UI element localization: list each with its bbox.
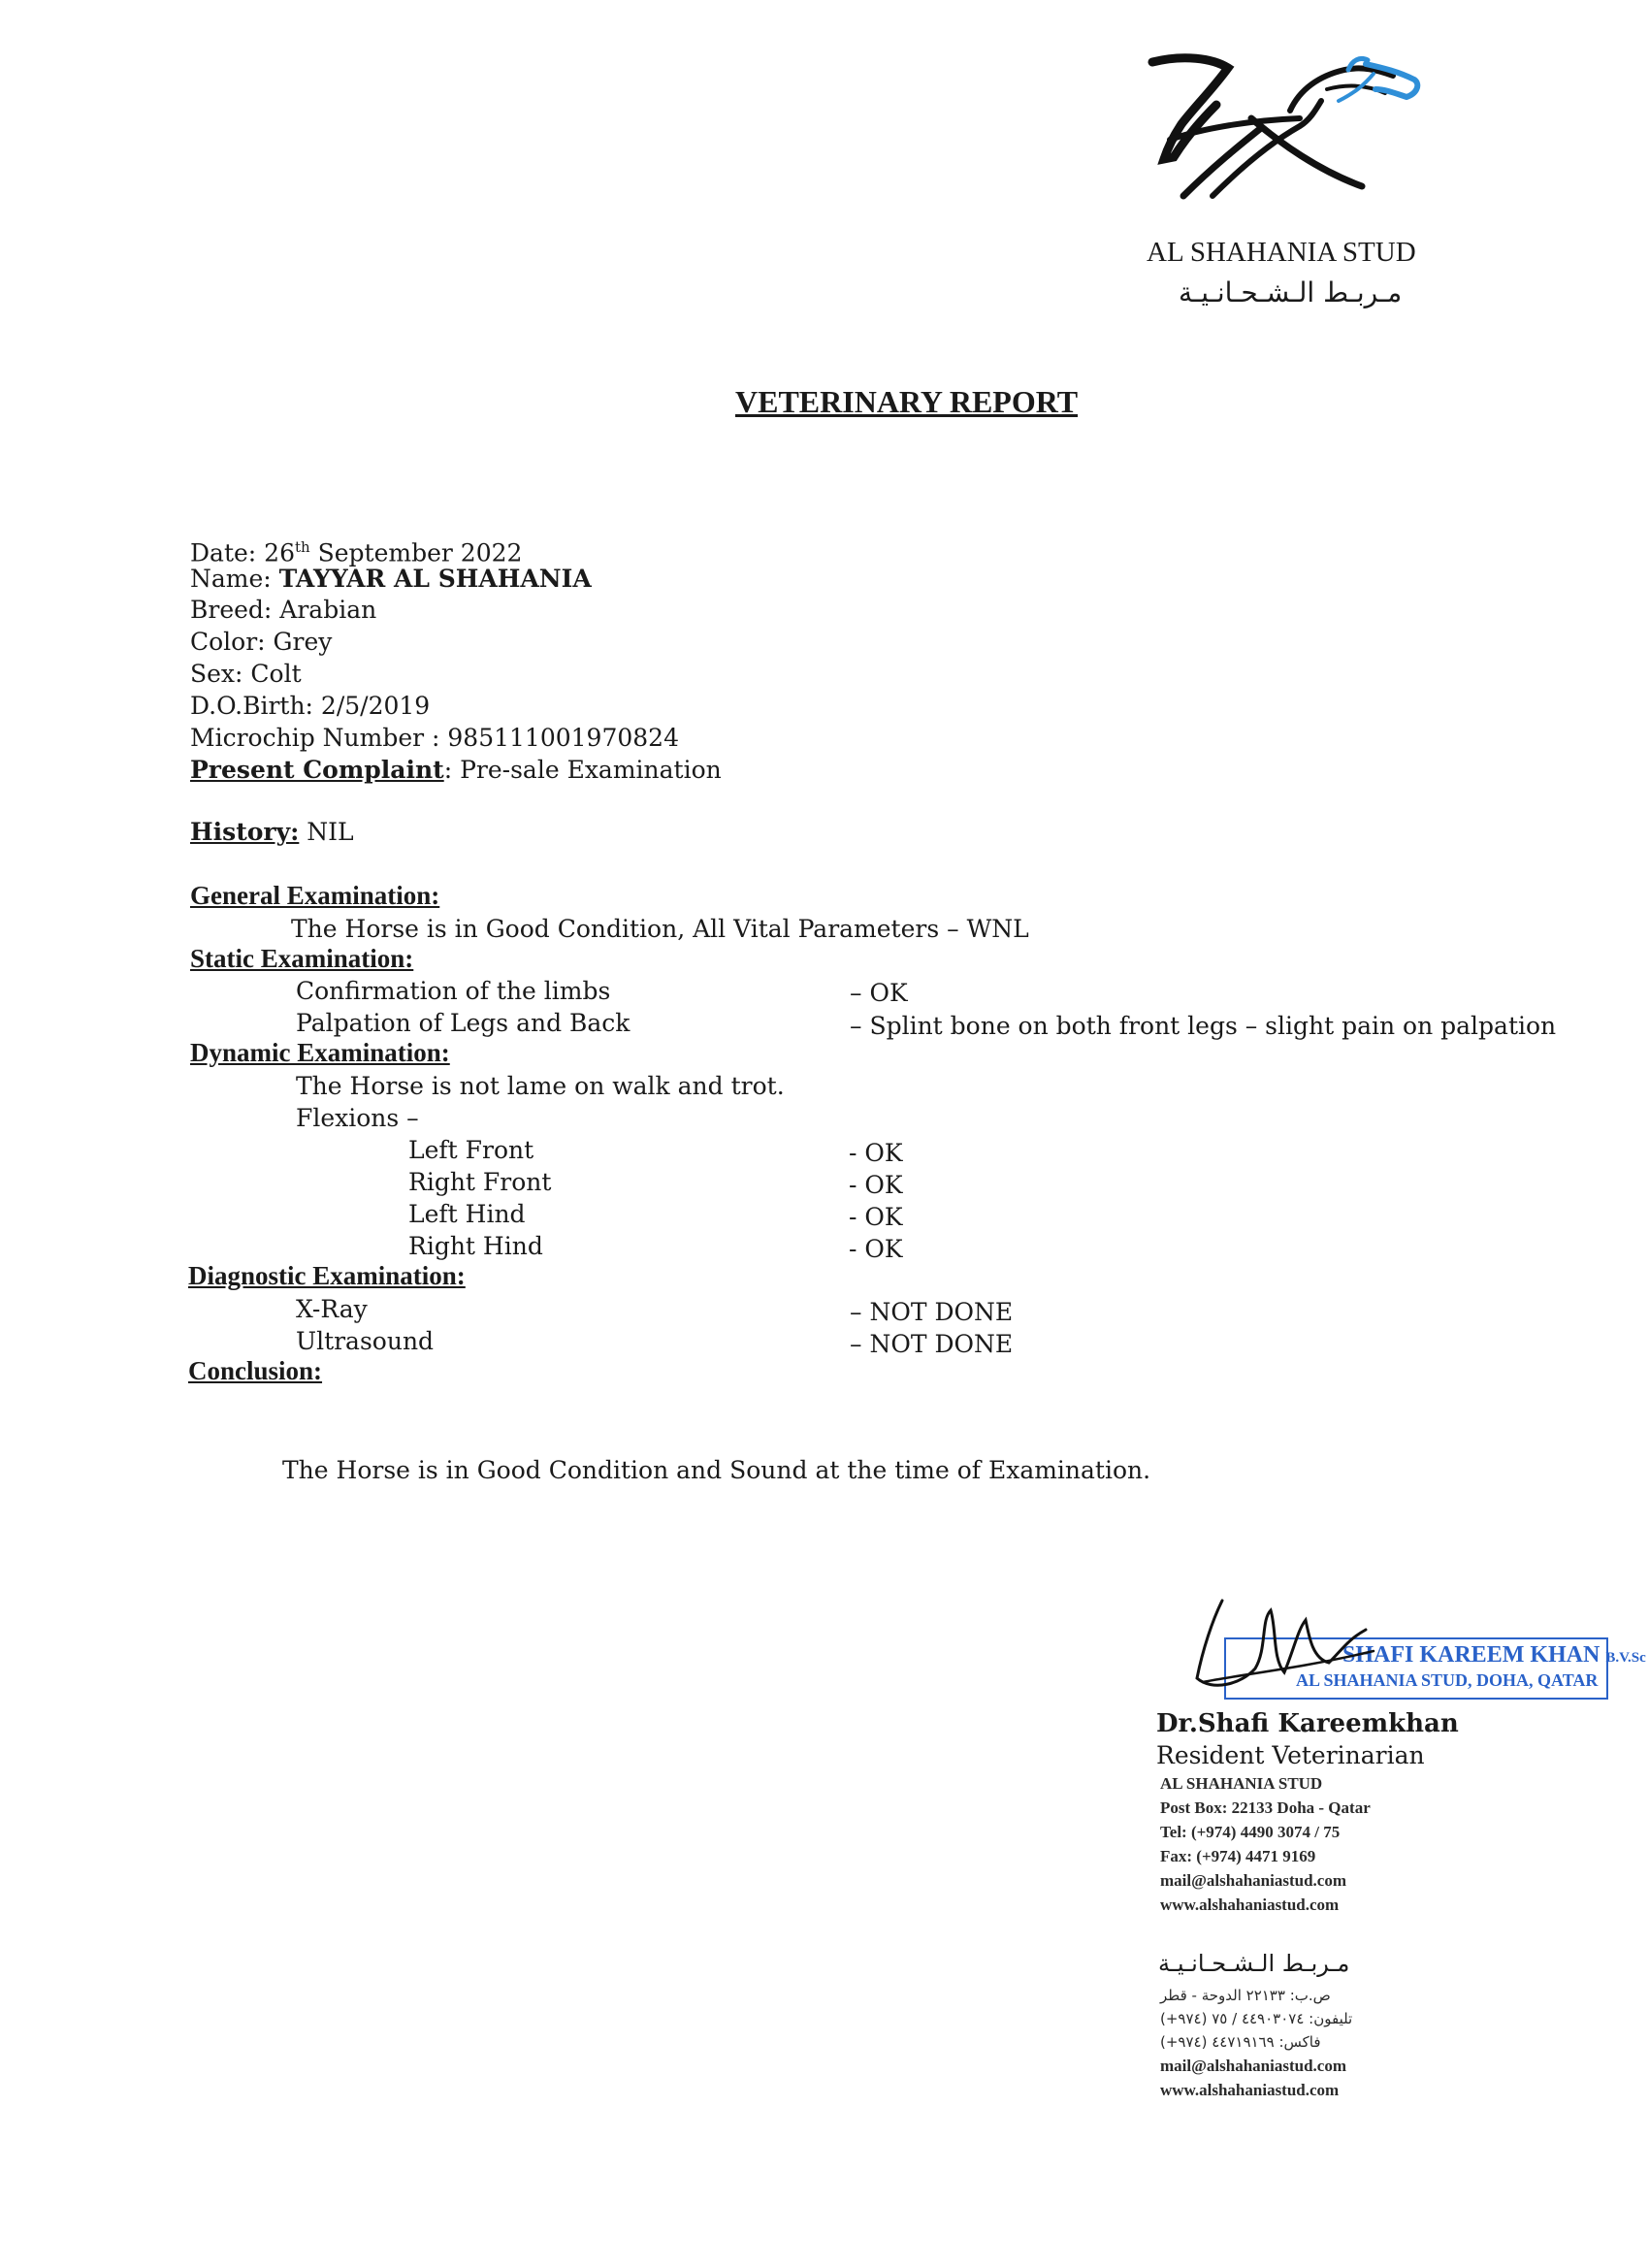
vet-title: Resident Veterinarian [1156, 1741, 1425, 1769]
stamp-degree: B.V.Sc [1605, 1650, 1646, 1666]
history-label: History: [190, 818, 300, 846]
arabic-tel: تليفون: ٤٤٩٠٣٠٧٤ / ٧٥ (٩٧٤+) [1160, 2010, 1353, 2027]
diagnostic-result: – NOT DONE [850, 1330, 1014, 1358]
general-heading: General Examination: [190, 881, 440, 910]
arabic-stud-name: مـربـط الـشـحـانـيـة [1158, 1950, 1350, 1977]
conclusion-heading: Conclusion: [188, 1356, 323, 1385]
static-item: Palpation of Legs and Back [296, 1009, 630, 1037]
complaint-value: : Pre-sale Examination [443, 756, 722, 784]
complaint-line [190, 755, 722, 786]
date-sup: th [294, 538, 310, 556]
complaint-label: Present Complaint [190, 756, 444, 784]
name-line [190, 564, 592, 595]
stamp-line-2: AL SHAHANIA STUD, DOHA, QATAR [1296, 1670, 1599, 1690]
flexions-label: Flexions – [296, 1104, 419, 1132]
stud-name-arabic: مـربـط الـشـحـانـيـة [1179, 276, 1403, 308]
date-rest: September 2022 [309, 538, 523, 567]
arabic-web: www.alshahaniastud.com [1160, 2081, 1340, 2099]
flexion-result: - OK [849, 1203, 903, 1231]
color-line: Color: Grey [190, 628, 333, 656]
flexion-item: Right Hind [408, 1232, 543, 1260]
contact-web: www.alshahaniastud.com [1160, 1895, 1340, 1914]
stamp-line-1 [1342, 1642, 1646, 1669]
static-item: Confirmation of the limbs [296, 977, 611, 1005]
history-line [190, 817, 354, 848]
static-heading: Static Examination: [190, 944, 414, 973]
diagnostic-item: X-Ray [296, 1295, 368, 1323]
breed-line: Breed: Arabian [190, 596, 377, 624]
static-result: – Splint bone on both front legs – slight pain on palpation [850, 1012, 1557, 1040]
dob-line: D.O.Birth: 2/5/2019 [190, 692, 431, 720]
flexion-item: Right Front [408, 1168, 552, 1196]
stamp-name: SHAFI KAREEM KHAN [1342, 1642, 1600, 1668]
contact-tel: Tel: (+974) 4490 3074 / 75 [1160, 1823, 1341, 1841]
contact-fax: Fax: (+974) 4471 9169 [1160, 1847, 1316, 1865]
dynamic-heading: Dynamic Examination: [190, 1038, 450, 1067]
arabic-mail: mail@alshahaniastud.com [1160, 2057, 1346, 2075]
static-result: – OK [850, 979, 908, 1007]
arabic-post: ص.ب: ٢٢١٣٣ الدوحة - قطر [1160, 1987, 1331, 2004]
stud-logo [1145, 50, 1426, 206]
conclusion-text: The Horse is in Good Condition and Sound at the time of Examination. [282, 1456, 1151, 1484]
diagnostic-result: – NOT DONE [850, 1298, 1014, 1326]
report-title: VETERINARY REPORT [735, 384, 1079, 419]
horse-name: TAYYAR AL SHAHANIA [278, 565, 592, 593]
flexion-result: - OK [849, 1139, 903, 1167]
flexion-result: - OK [849, 1171, 903, 1199]
contact-org: AL SHAHANIA STUD [1160, 1774, 1323, 1793]
diagnostic-item: Ultrasound [296, 1327, 435, 1355]
microchip-line: Microchip Number : 985111001970824 [190, 724, 679, 752]
contact-post: Post Box: 22133 Doha - Qatar [1160, 1798, 1371, 1817]
flexion-item: Left Hind [408, 1200, 526, 1228]
general-text: The Horse is in Good Condition, All Vital Parameters – WNL [291, 915, 1029, 943]
dynamic-text: The Horse is not lame on walk and trot. [296, 1072, 785, 1100]
diagnostic-heading: Diagnostic Examination: [188, 1261, 466, 1290]
contact-mail: mail@alshahaniastud.com [1160, 1871, 1346, 1890]
vet-name: Dr.Shafi Kareemkhan [1156, 1709, 1459, 1738]
arabic-fax: فاكس: ٤٤٧١٩١٦٩ (٩٧٤+) [1160, 2033, 1321, 2051]
history-value: NIL [299, 818, 354, 846]
flexion-result: - OK [849, 1235, 903, 1263]
stud-name: AL SHAHANIA STUD [1147, 237, 1416, 268]
flexion-item: Left Front [408, 1136, 534, 1164]
signature [1183, 1591, 1377, 1707]
sex-line: Sex: Colt [190, 660, 302, 688]
date-label: Date: 26 [190, 538, 295, 567]
name-label: Name: [190, 565, 279, 593]
